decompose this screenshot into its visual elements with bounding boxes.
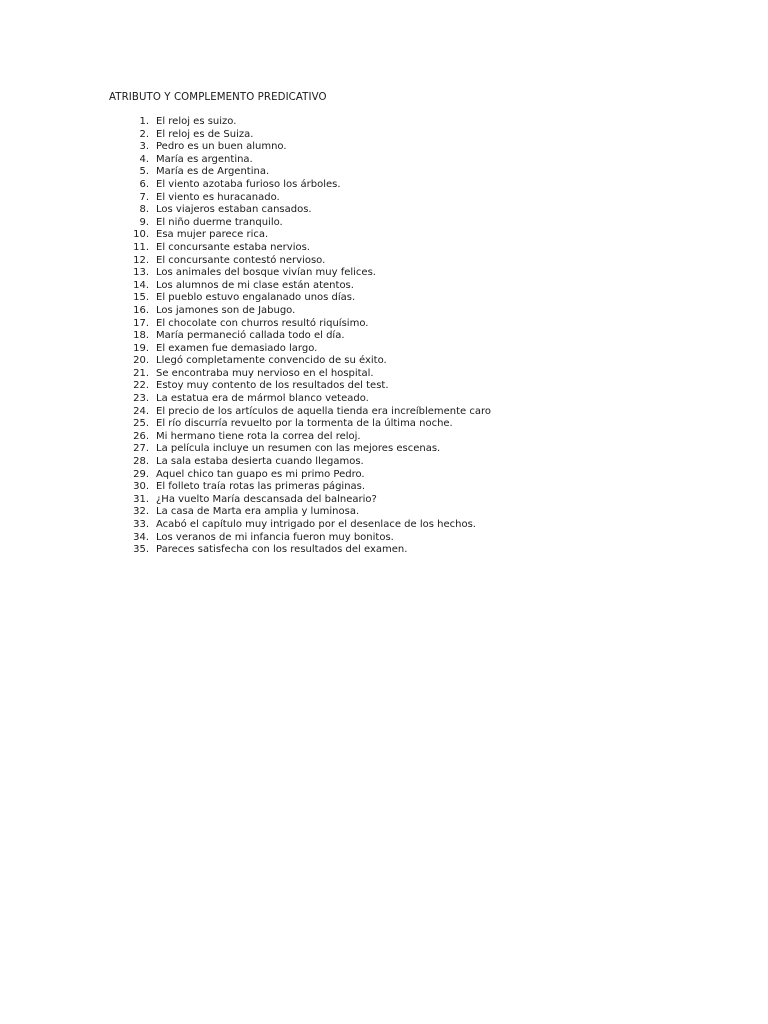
item-text: El reloj es suizo. bbox=[156, 116, 237, 127]
item-number: 8. bbox=[139, 204, 149, 216]
item-text: Esa mujer parece rica. bbox=[156, 229, 269, 241]
item-number: 35. bbox=[133, 544, 149, 556]
item-text: Los jamones son de Jabugo. bbox=[156, 304, 296, 316]
item-text: El viento azotaba furioso los árboles. bbox=[156, 178, 341, 190]
item-text: Estoy muy contento de los resultados del test. bbox=[156, 380, 389, 392]
item-text: Los alumnos de mi clase están atentos. bbox=[156, 279, 354, 291]
item-number: 31. bbox=[133, 493, 149, 505]
item-text: María es argentina. bbox=[156, 153, 253, 165]
item-number: 19. bbox=[133, 342, 149, 354]
item-text: El niño duerme tranquilo. bbox=[156, 216, 283, 228]
item-text: Pedro es un buen alumno. bbox=[156, 141, 287, 153]
item-text: El precio de los artículos de aquella tienda era increíblemente caro bbox=[156, 405, 492, 417]
item-number: 23. bbox=[133, 393, 149, 405]
document-title: ATRIBUTO Y COMPLEMENTO PREDICATIVO bbox=[109, 92, 327, 103]
item-number: 26. bbox=[133, 430, 149, 442]
item-number: 14. bbox=[133, 279, 149, 291]
item-number: 5. bbox=[139, 166, 149, 178]
item-number: 1. bbox=[139, 116, 149, 127]
item-number: 11. bbox=[133, 241, 149, 253]
item-number: 34. bbox=[133, 531, 149, 543]
item-number: 15. bbox=[133, 292, 149, 304]
item-text: La sala estaba desierta cuando llegamos. bbox=[156, 456, 364, 468]
item-number: 28. bbox=[133, 456, 149, 468]
item-number: 18. bbox=[133, 330, 149, 342]
item-text: Acabó el capítulo muy intrigado por el desenlace de los hechos. bbox=[156, 519, 476, 530]
item-number: 24. bbox=[133, 405, 149, 417]
item-text: El concursante estaba nervios. bbox=[156, 241, 310, 253]
item-text: Llegó completamente convencido de su éxito. bbox=[156, 355, 387, 367]
item-text: María es de Argentina. bbox=[156, 166, 270, 178]
item-text: El río discurría revuelto por la tormenta de la última noche. bbox=[156, 418, 453, 430]
item-number: 16. bbox=[133, 304, 149, 316]
item-number: 27. bbox=[133, 443, 149, 455]
item-text: El folleto traía rotas las primeras páginas. bbox=[156, 481, 366, 493]
item-text: Mi hermano tiene rota la correa del reloj. bbox=[156, 430, 361, 442]
item-number: 7. bbox=[139, 191, 149, 203]
item-text: Se encontraba muy nervioso en el hospital. bbox=[156, 367, 374, 379]
item-number: 29. bbox=[133, 468, 149, 480]
item-number: 3. bbox=[139, 141, 149, 153]
item-text: Pareces satisfecha con los resultados del examen. bbox=[156, 544, 408, 556]
item-number: 25. bbox=[133, 418, 149, 430]
item-text: La estatua era de mármol blanco veteado. bbox=[156, 393, 369, 405]
item-text: Los veranos de mi infancia fueron muy bonitos. bbox=[156, 531, 394, 543]
item-text: Los animales del bosque vivían muy felices. bbox=[156, 267, 376, 279]
item-number: 22. bbox=[133, 380, 149, 392]
item-text: ¿Ha vuelto María descansada del balneario? bbox=[156, 493, 377, 505]
item-number: 4. bbox=[139, 153, 149, 165]
item-text: El pueblo estuvo engalanado unos días. bbox=[156, 292, 356, 304]
item-number: 9. bbox=[139, 216, 149, 228]
item-number: 32. bbox=[133, 506, 149, 518]
item-text: Los viajeros estaban cansados. bbox=[156, 204, 312, 216]
item-number: 30. bbox=[133, 481, 149, 493]
item-number: 20. bbox=[133, 355, 149, 367]
item-text: El chocolate con churros resultó riquísimo. bbox=[156, 317, 369, 329]
item-text: María permaneció callada todo el día. bbox=[156, 330, 345, 342]
item-number: 21. bbox=[133, 367, 149, 379]
item-number: 2. bbox=[139, 128, 149, 140]
item-text: La película incluye un resumen con las mejores escenas. bbox=[156, 443, 441, 455]
item-text: La casa de Marta era amplia y luminosa. bbox=[156, 506, 360, 518]
item-text: El concursante contestó nervioso. bbox=[156, 254, 326, 266]
item-text: Aquel chico tan guapo es mi primo Pedro. bbox=[156, 468, 365, 480]
item-text: El reloj es de Suiza. bbox=[156, 128, 254, 140]
item-number: 17. bbox=[133, 317, 149, 329]
item-number: 10. bbox=[133, 229, 149, 241]
item-number: 13. bbox=[133, 267, 149, 279]
item-number: 12. bbox=[133, 254, 149, 266]
item-number: 6. bbox=[139, 178, 149, 190]
item-text: El examen fue demasiado largo. bbox=[156, 342, 318, 354]
item-number: 33. bbox=[133, 519, 149, 530]
item-text: El viento es huracanado. bbox=[156, 191, 280, 203]
